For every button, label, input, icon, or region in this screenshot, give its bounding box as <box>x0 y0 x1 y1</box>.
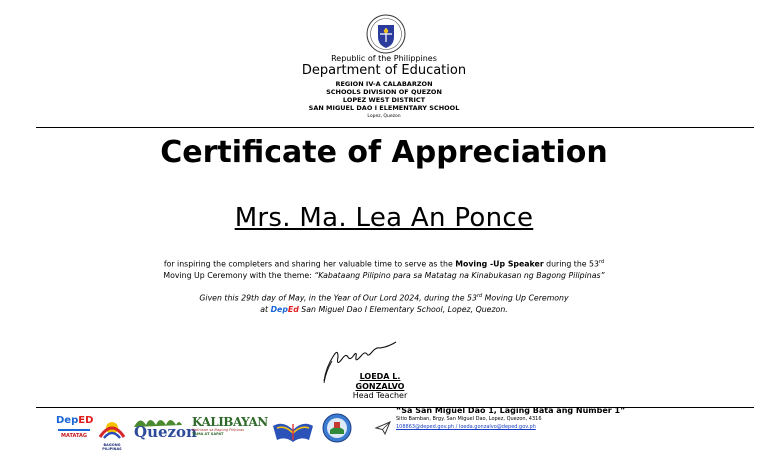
bagong-pilipinas-logo <box>96 415 128 451</box>
kalinisan-tag-label: TAMA AT SAPAT <box>192 432 224 436</box>
certificate-title-box <box>0 134 768 194</box>
certificate-title: Certificate of Appreciation <box>160 135 608 170</box>
kalinisan-main-label: KALIBAYAN <box>192 415 268 429</box>
citation-paragraph <box>0 257 768 281</box>
signatory-name <box>330 372 430 392</box>
deped-logo-ed: ED <box>78 415 94 426</box>
citation-text-cont: during the 53 <box>543 259 599 269</box>
deped-dep-word: Dep <box>270 304 288 314</box>
contact-emails-link[interactable]: 108863@deped.gov.ph / loeda.gonzalvo@deped.gov.ph <box>396 424 536 430</box>
given-at-text: at <box>260 304 271 314</box>
given-venue-text: San Miguel Dao I Elementary School, Lopez, Quezon. <box>298 304 508 314</box>
quezon-label: Quezon <box>134 423 197 441</box>
citation-text: for inspiring the completers and sharing her valuable time to serve as the <box>163 259 456 269</box>
book-wave-logo <box>271 418 315 442</box>
given-paragraph <box>0 291 768 315</box>
bagong-pilipinas-label: BAGONG PILIPINAS <box>102 443 122 451</box>
region-label: REGION IV-A CALABARZON <box>335 80 433 88</box>
signatory-position: Head Teacher <box>352 391 408 400</box>
role-text: Moving -Up Speaker <box>455 259 544 269</box>
division-label: SCHOOLS DIVISION OF QUEZON <box>326 88 442 96</box>
deped-matatag-logo <box>56 415 92 439</box>
town-label: Lopez, Quezon <box>367 114 401 119</box>
school-seal-logo <box>322 413 352 443</box>
republic-label: Republic of the Philippines <box>331 54 437 63</box>
bagong-pilipinas-emblem <box>96 415 128 439</box>
given-ceremony-text: Moving Up Ceremony <box>482 293 569 303</box>
signatory-name-line2: GONZALVO <box>355 382 405 391</box>
school-address: Sitio Bamban, Brgy. San Miguel Dao, Lopez, Quezon, 4316 <box>396 416 542 422</box>
ordinal-suffix-2: rd <box>476 293 483 299</box>
signatory-name-line1: LOEDA L. <box>359 372 401 381</box>
paper-plane-icon <box>375 420 391 436</box>
district-label: LOPEZ WEST DISTRICT <box>342 96 426 104</box>
footer-divider <box>36 407 754 408</box>
theme-text: “Kabataang Pilipino para sa Matatag na Kinabukasan ng Bagong Pilipinas” <box>314 270 605 280</box>
given-date-text: Given this 29th day of May, in the Year of Our Lord 2024, during the 53 <box>199 293 477 303</box>
deped-seal-logo <box>366 14 406 54</box>
awardee-name: Mrs. Ma. Lea An Ponce <box>234 203 534 233</box>
deped-logo-dep: Dep <box>56 415 79 426</box>
signatory-position-box <box>330 391 430 400</box>
matatag-label: MATATAG <box>61 433 87 439</box>
ordinal-suffix: rd <box>598 259 605 265</box>
deped-ed-word: Ed <box>287 304 299 314</box>
quezon-logo <box>132 415 197 443</box>
school-tagline: “Sa San Miguel Dao 1, Laging Bata ang Number 1” <box>396 406 626 415</box>
school-name: SAN MIGUEL DAO I ELEMENTARY SCHOOL <box>308 104 460 112</box>
theme-intro: Moving Up Ceremony with the theme: <box>163 270 315 280</box>
kalinisan-sub-label: Kalinisan sa Bagong Pilipinas <box>192 428 245 432</box>
kalinisan-logo <box>192 416 268 442</box>
header-divider <box>36 127 754 128</box>
department-name: Department of Education <box>301 63 467 78</box>
